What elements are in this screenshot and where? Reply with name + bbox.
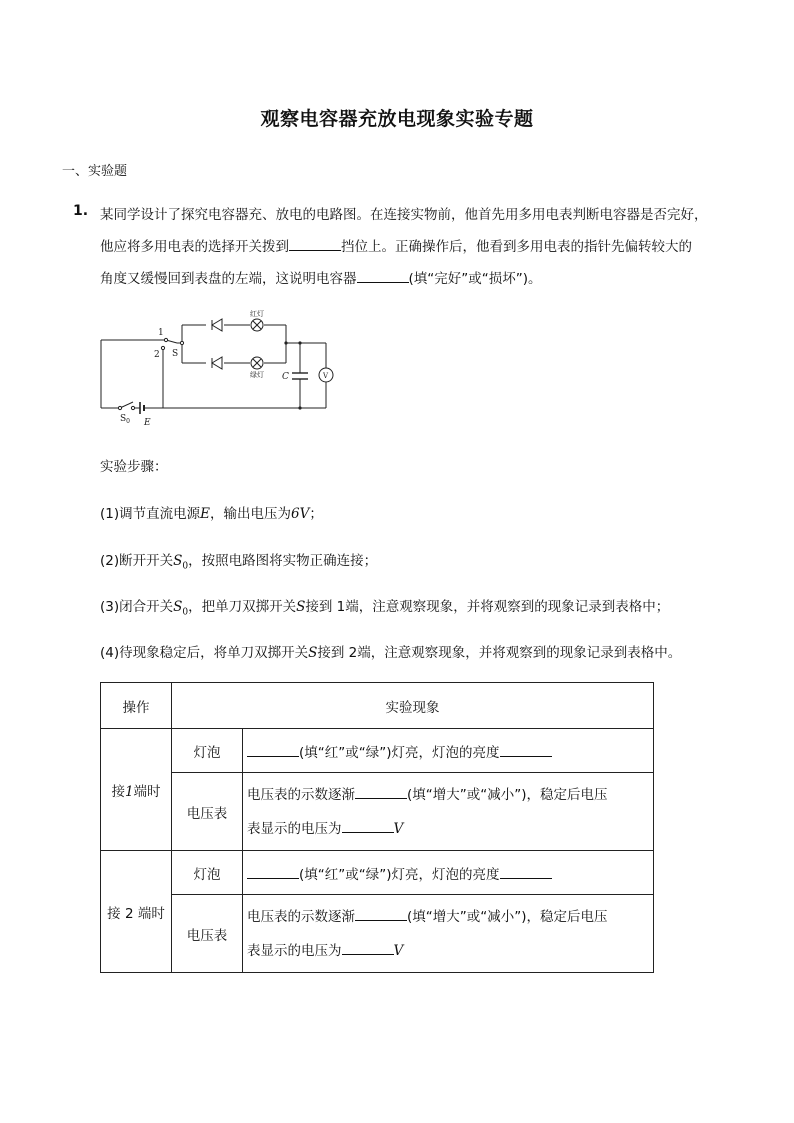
row-label-terminal-1: 接1端时 xyxy=(101,729,172,851)
section-heading: 一、实验题 xyxy=(62,164,128,179)
header-observation: 实验现象 xyxy=(172,683,654,729)
cell-lamp-observation: (填“红”或“绿”)灯亮，灯泡的亮度 xyxy=(243,729,654,773)
green-lamp-label: 绿灯 xyxy=(250,371,264,379)
voltmeter-label: V xyxy=(323,372,329,380)
step-3-text-c: 接到 1端，注意观察现象，并将观察到的现象记录到表格中； xyxy=(305,599,670,615)
cell-voltmeter-observation: 电压表的示数逐渐 (填“增大”或“减小”)，稳定后电压 表显示的电压为 V xyxy=(243,773,654,851)
step-3 xyxy=(100,595,669,618)
page-title: 观察电容器充放电现象实验专题 xyxy=(260,108,534,130)
results-table xyxy=(100,682,654,973)
table-row xyxy=(101,729,654,773)
answer-blank[interactable] xyxy=(289,236,341,251)
step-3-s2: S xyxy=(296,599,306,615)
answer-blank[interactable] xyxy=(500,742,552,757)
question-text-1: 某同学设计了探究电容器充、放电的电路图。在连接实物前，他首先用多用电表判断电容器是否完好， xyxy=(100,207,708,223)
question-line-3 xyxy=(100,267,542,287)
switch-s-label: S xyxy=(172,349,179,359)
table-row xyxy=(101,851,654,895)
step-4-text: (4)待现象稳定后，将单刀双掷开关 xyxy=(100,645,309,661)
answer-blank[interactable] xyxy=(342,818,394,833)
step-3-text: (3)闭合开关 xyxy=(100,599,174,615)
answer-blank[interactable] xyxy=(247,742,299,757)
row-label-terminal-2: 接 2 端时 xyxy=(101,851,172,973)
switch-s0-label: $S_0$ xyxy=(120,414,130,425)
table-row xyxy=(101,895,654,973)
answer-blank[interactable] xyxy=(500,864,552,879)
diode-icon xyxy=(212,319,222,331)
step-2-sub: 0 xyxy=(182,561,189,572)
answer-blank[interactable] xyxy=(355,906,407,921)
table-header-row xyxy=(101,683,654,729)
cell-lamp: 灯泡 xyxy=(172,729,243,773)
question-line-1 xyxy=(100,203,708,223)
step-1-voltage: 6V xyxy=(290,506,310,522)
capacitor-c-label: C xyxy=(282,372,289,382)
cell-voltmeter-observation: 电压表的示数逐渐 (填“增大”或“减小”)，稳定后电压 表显示的电压为 V xyxy=(243,895,654,973)
step-4-s: S xyxy=(308,645,318,661)
step-2 xyxy=(100,549,377,572)
answer-blank[interactable] xyxy=(247,864,299,879)
terminal-1-label: 1 xyxy=(158,328,164,338)
steps-heading: 实验步骤： xyxy=(100,459,168,475)
answer-blank[interactable] xyxy=(355,784,407,799)
step-1-e: E xyxy=(200,506,210,522)
step-2-text-b: ，按照电路图将实物正确连接； xyxy=(188,553,378,569)
answer-blank[interactable] xyxy=(357,268,409,283)
step-3-sub: 0 xyxy=(182,607,189,618)
step-4-text-b: 接到 2端，注意观察现象，并将观察到的现象记录到表格中。 xyxy=(317,645,682,661)
answer-blank[interactable] xyxy=(342,940,394,955)
cell-voltmeter: 电压表 xyxy=(172,895,243,973)
question-text-3a: 角度又缓慢回到表盘的左端，这说明电容器 xyxy=(100,271,357,287)
header-operation: 操作 xyxy=(101,683,172,729)
question-text-2b: 挡位上。正确操作后，他看到多用电表的指针先偏转较大的 xyxy=(341,239,692,255)
step-4 xyxy=(100,641,681,661)
step-1-text-c: ； xyxy=(309,506,323,522)
question-text-3b: (填“完好”或“损坏”)。 xyxy=(408,271,542,287)
cell-lamp: 灯泡 xyxy=(172,851,243,895)
step-1 xyxy=(100,502,323,522)
cell-lamp-observation: (填“红”或“绿”)灯亮，灯泡的亮度 xyxy=(243,851,654,895)
table-row xyxy=(101,773,654,851)
step-3-s: S xyxy=(173,599,183,615)
question-text-2a: 他应将多用电表的选择开关拨到 xyxy=(100,239,289,255)
question-number: 1. xyxy=(73,203,89,219)
step-3-text-b: ，把单刀双掷开关 xyxy=(188,599,297,615)
diode-icon xyxy=(212,357,222,369)
step-2-s: S xyxy=(173,553,183,569)
cell-voltmeter: 电压表 xyxy=(172,773,243,851)
battery-e-label: E xyxy=(144,418,151,428)
step-1-text: (1)调节直流电源 xyxy=(100,506,201,522)
step-2-text: (2)断开开关 xyxy=(100,553,174,569)
terminal-2-label: 2 xyxy=(154,350,160,360)
question-line-2 xyxy=(100,235,692,255)
circuit-diagram xyxy=(96,305,336,430)
red-lamp-label: 红灯 xyxy=(250,310,264,318)
step-1-text-b: ，输出电压为 xyxy=(209,506,291,522)
